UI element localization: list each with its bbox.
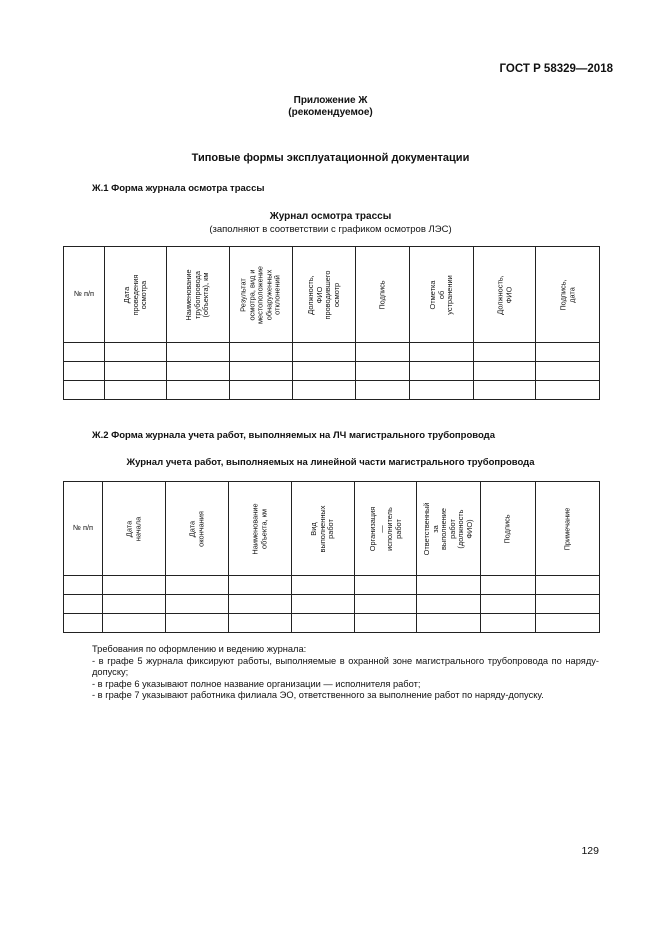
column-header: Результат осмотра, вид и местоположение обнаруженных отклонений (230, 247, 293, 343)
column-header: Ответственный за выполнение работ (должность ФИО) (417, 482, 481, 576)
column-header: Наименование трубопровода (объекта), км (167, 247, 230, 343)
column-header: Дата начала (103, 482, 166, 576)
page-heading: Типовые формы эксплуатационной документации (191, 152, 470, 164)
column-header: Дата проведения осмотра (105, 247, 167, 343)
table-row (64, 343, 600, 362)
column-header: № п/п (64, 482, 103, 576)
appendix-subtitle: (рекомендуемое) (288, 107, 373, 118)
column-header: Подпись, дата (536, 247, 600, 343)
column-header: Должность, ФИО (474, 247, 536, 343)
table-row (64, 576, 600, 595)
appendix-heading (0, 95, 661, 119)
column-header: Подпись (481, 482, 536, 576)
appendix-title: Приложение Ж (293, 95, 368, 106)
requirement-item: - в графе 7 указывают работника филиала ЭО, ответственного за выполнение работ по наряду-допуску. (92, 690, 544, 701)
journal2-title: Журнал учета работ, выполняемых на линейной части магистрального трубопровода (126, 457, 535, 468)
requirement-item: - в графе 6 указывают полное название организации — исполнителя работ; (92, 678, 421, 689)
table-header-row (64, 482, 600, 576)
journal-requirements (92, 644, 599, 702)
works-journal-table (63, 481, 600, 633)
journal1-subtitle: (заполняют в соответствии с графиком осмотров ЛЭС) (209, 224, 452, 235)
column-header: Организация — исполнитель работ (355, 482, 417, 576)
page-number: 129 (581, 845, 599, 857)
column-header: Должность, ФИО проводившего осмотр (293, 247, 356, 343)
section2-heading: Ж.2 Форма журнала учета работ, выполняемых на ЛЧ магистрального трубопровода (92, 430, 495, 441)
standard-number: ГОСТ Р 58329—2018 (499, 63, 613, 75)
table-row (64, 362, 600, 381)
column-header: Вид выполненных работ (292, 482, 355, 576)
column-header: Наименование объекта, км (229, 482, 292, 576)
requirements-intro: Требования по оформлению и ведению журнала: (92, 644, 307, 654)
section1-heading: Ж.1 Форма журнала осмотра трассы (92, 183, 265, 194)
table-row (64, 595, 600, 614)
column-header: Подпись (356, 247, 410, 343)
column-header: Примечание (536, 482, 600, 576)
inspection-journal-table (63, 246, 600, 400)
column-header: № п/п (64, 247, 105, 343)
requirement-item: - в графе 5 журнала фиксируют работы, выполняемые в охранной зоне магистрального трубопровода по наряду-допуску; (92, 655, 599, 678)
table-row (64, 381, 600, 400)
table-row (64, 614, 600, 633)
table-header-row (64, 247, 600, 343)
journal1-title: Журнал осмотра трассы (269, 211, 392, 222)
column-header: Отметка об устранении (410, 247, 474, 343)
column-header: Дата окончания (166, 482, 229, 576)
